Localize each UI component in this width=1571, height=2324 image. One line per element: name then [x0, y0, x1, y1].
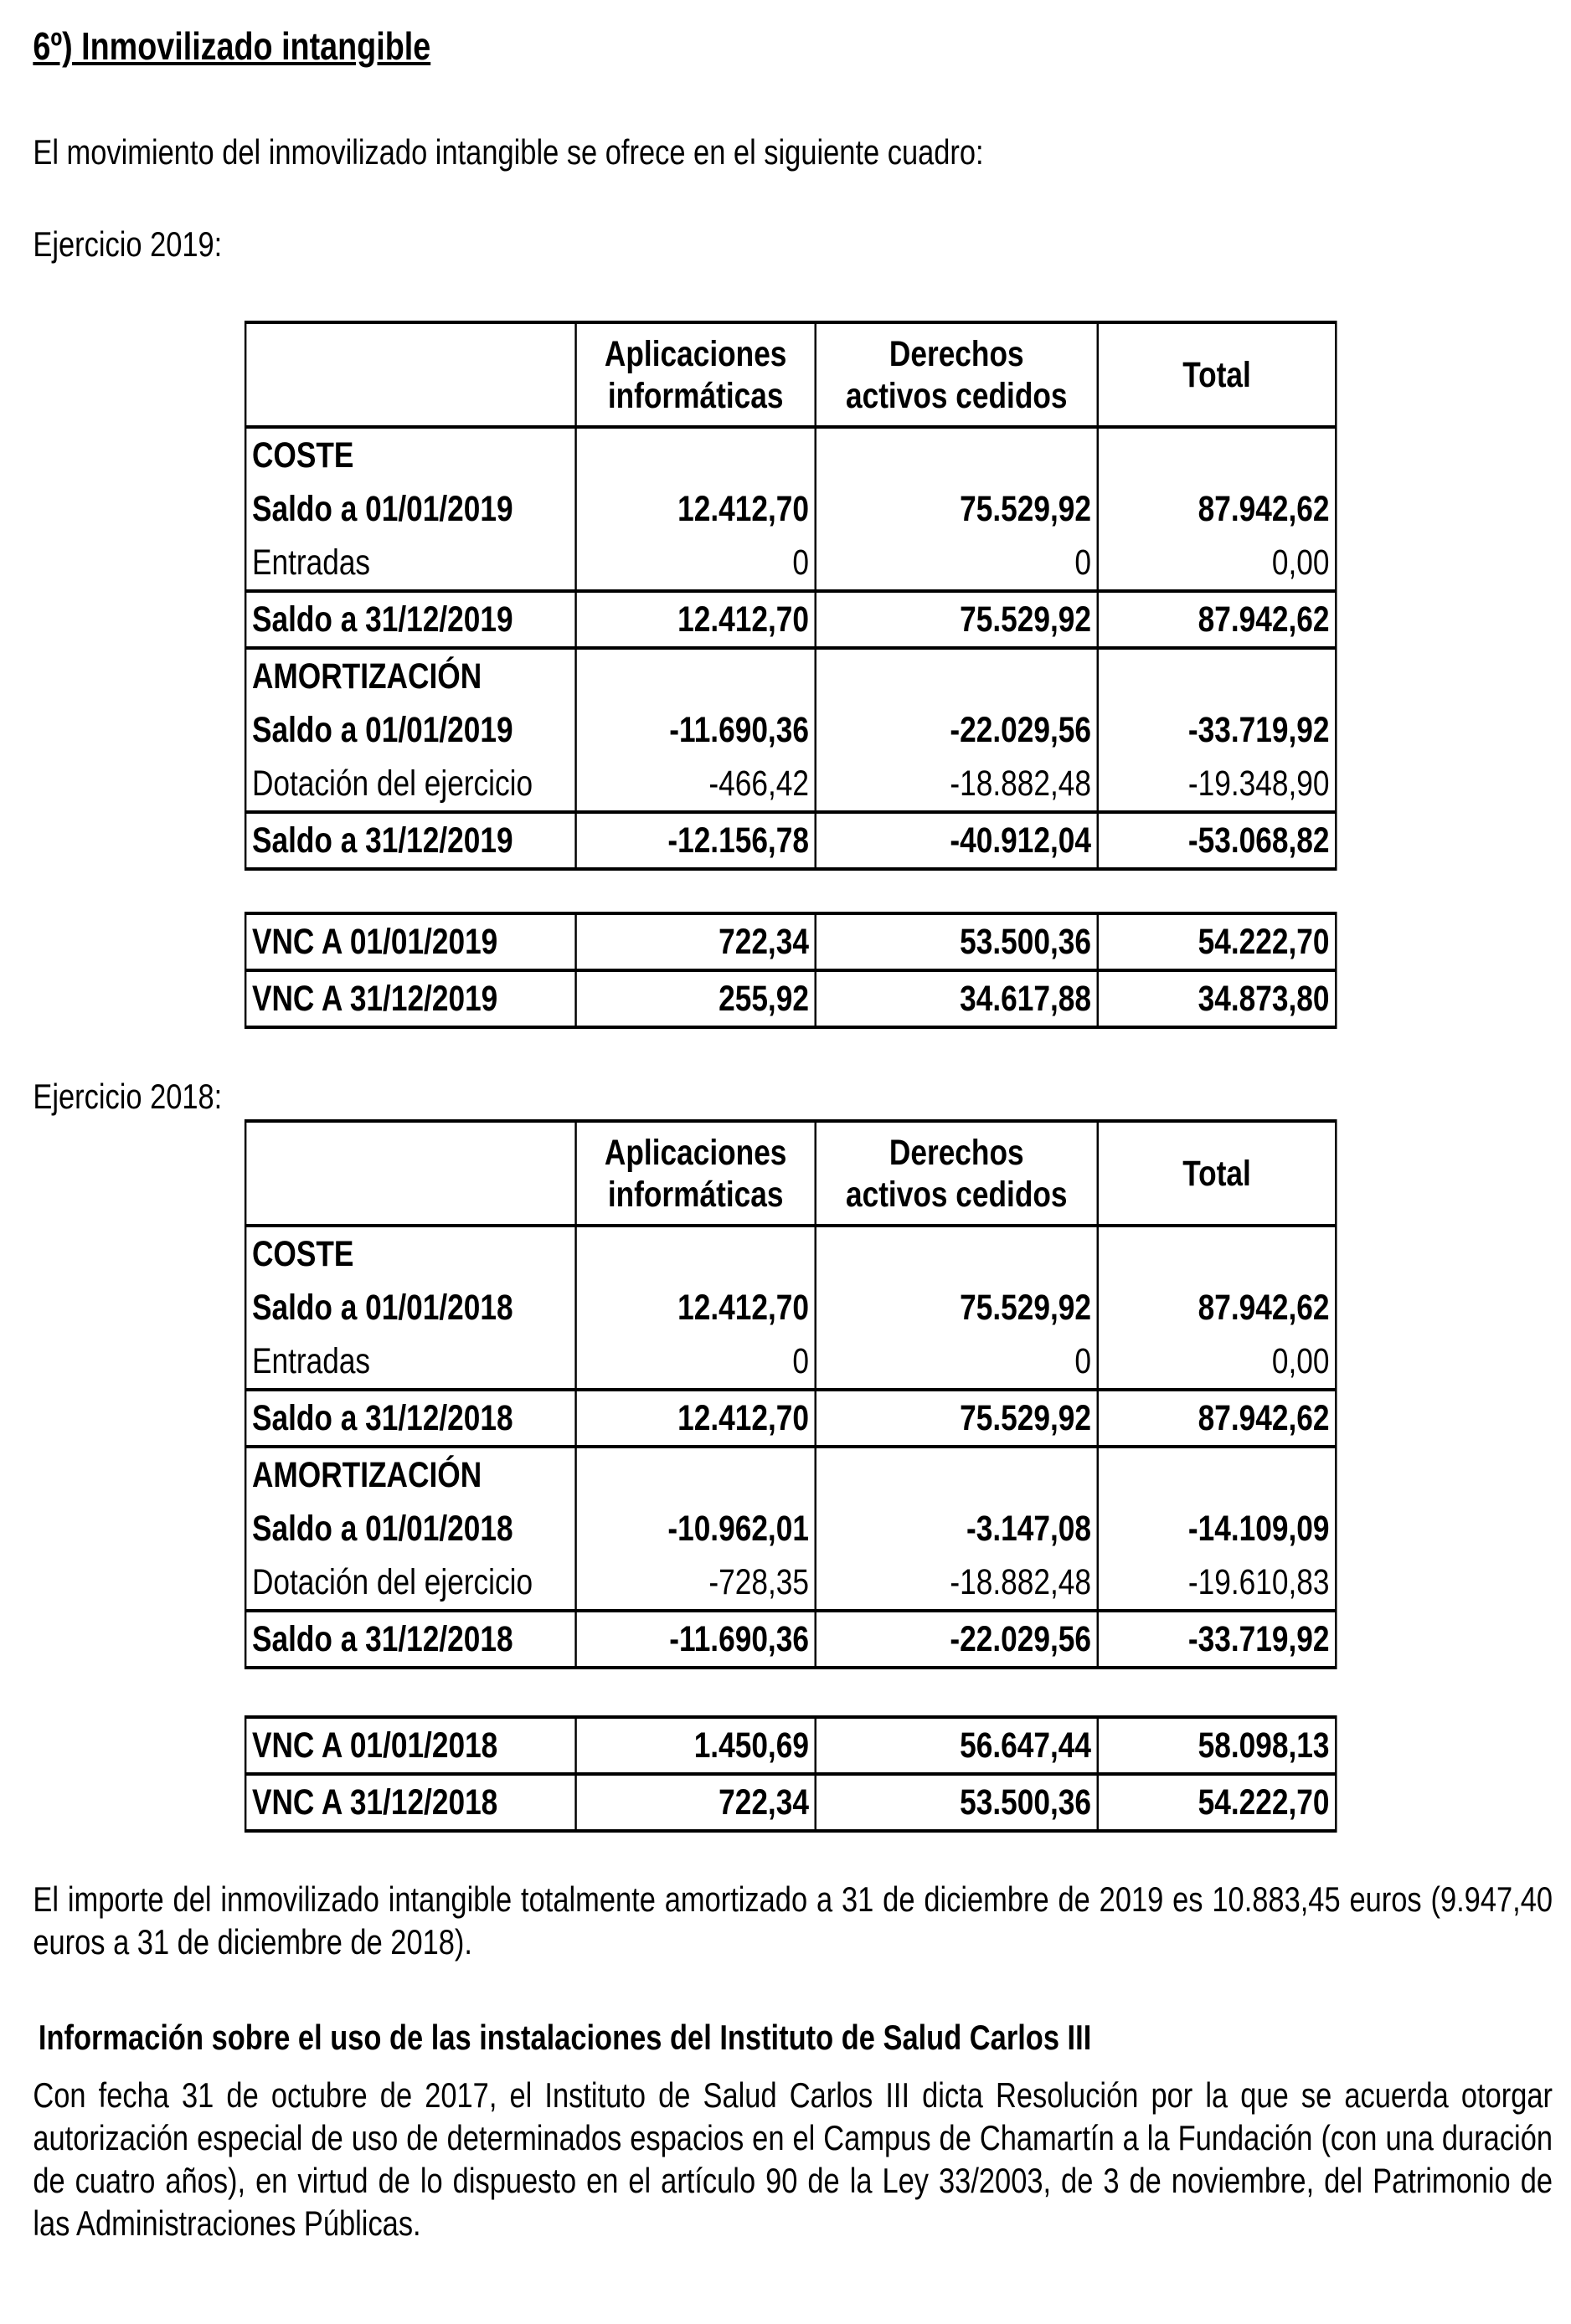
table-row: [245, 1502, 1336, 1555]
row-value: 255,92: [576, 970, 816, 1027]
column-header: Total: [1098, 322, 1337, 427]
row-value: 34.617,88: [816, 970, 1098, 1027]
table-row: [245, 1334, 1336, 1390]
table-row: [245, 1226, 1336, 1281]
row-value: -14.109,09: [1098, 1502, 1337, 1555]
row-label: Saldo a 31/12/2018: [245, 1390, 575, 1447]
row-value: 87.942,62: [1098, 1281, 1337, 1334]
row-value: -40.912,04: [816, 812, 1098, 869]
row-value: 0,00: [1098, 1334, 1337, 1390]
table-row: [245, 1281, 1336, 1334]
amortized-note: El importe del inmovilizado intangible totalmente amortizado a 31 de diciembre de 2019 es 10.883,45 euros (9.947,40 euros a 31 de diciembre de 2018).: [33, 1879, 1553, 1962]
year-label-2019: Ejercicio 2019:: [33, 224, 223, 264]
table-row: [245, 591, 1336, 648]
row-value: [1098, 427, 1337, 482]
table-row: [245, 1774, 1336, 1831]
column-header: Aplicaciones informáticas: [576, 1121, 816, 1226]
table-row: [245, 1611, 1336, 1668]
row-value: 56.647,44: [816, 1717, 1098, 1774]
row-value: 75.529,92: [816, 591, 1098, 648]
table-row: [245, 427, 1336, 482]
row-label: Saldo a 01/01/2019: [245, 482, 575, 536]
row-value: 12.412,70: [576, 591, 816, 648]
row-value: 75.529,92: [816, 482, 1098, 536]
row-value: [576, 648, 816, 703]
row-value: -11.690,36: [576, 1611, 816, 1668]
column-header: [245, 322, 575, 427]
row-value: -53.068,82: [1098, 812, 1337, 869]
row-value: 12.412,70: [576, 482, 816, 536]
row-label: Saldo a 31/12/2018: [245, 1611, 575, 1668]
header-row: [245, 1121, 1336, 1226]
row-value: 87.942,62: [1098, 482, 1337, 536]
table-row: [245, 970, 1336, 1027]
row-value: [816, 1447, 1098, 1502]
row-value: -19.610,83: [1098, 1555, 1337, 1611]
row-value: [1098, 1226, 1337, 1281]
row-value: 54.222,70: [1098, 1774, 1337, 1831]
year-label-2018: Ejercicio 2018:: [33, 1077, 223, 1116]
movement-table-0: [245, 321, 1337, 871]
row-value: 12.412,70: [576, 1281, 816, 1334]
row-label: COSTE: [245, 1226, 575, 1281]
header-row: [245, 322, 1336, 427]
row-value: -19.348,90: [1098, 757, 1337, 812]
row-label: Saldo a 01/01/2018: [245, 1281, 575, 1334]
row-value: 0: [816, 536, 1098, 591]
row-value: [816, 648, 1098, 703]
row-value: [576, 1447, 816, 1502]
table-row: [245, 1447, 1336, 1502]
row-value: 53.500,36: [816, 913, 1098, 970]
column-header: Derechos activos cedidos: [816, 1121, 1098, 1226]
row-value: 722,34: [576, 913, 816, 970]
row-value: 12.412,70: [576, 1390, 816, 1447]
row-label: Saldo a 01/01/2019: [245, 703, 575, 757]
table-row: [245, 1717, 1336, 1774]
row-label: Dotación del ejercicio: [245, 757, 575, 812]
row-value: 87.942,62: [1098, 591, 1337, 648]
row-value: 0: [576, 536, 816, 591]
table-row: [245, 1390, 1336, 1447]
row-value: 0: [816, 1334, 1098, 1390]
row-label: VNC A 31/12/2018: [245, 1774, 575, 1831]
row-value: 87.942,62: [1098, 1390, 1337, 1447]
row-value: 75.529,92: [816, 1281, 1098, 1334]
row-value: -33.719,92: [1098, 1611, 1337, 1668]
movement-table-1: [245, 1119, 1337, 1669]
row-label: Entradas: [245, 536, 575, 591]
row-value: [576, 1226, 816, 1281]
row-value: 0,00: [1098, 536, 1337, 591]
row-value: 34.873,80: [1098, 970, 1337, 1027]
row-value: -18.882,48: [816, 1555, 1098, 1611]
row-value: -22.029,56: [816, 703, 1098, 757]
table-row: [245, 536, 1336, 591]
row-value: [816, 1226, 1098, 1281]
table-row: [245, 482, 1336, 536]
column-header: [245, 1121, 575, 1226]
row-label: Dotación del ejercicio: [245, 1555, 575, 1611]
row-value: -22.029,56: [816, 1611, 1098, 1668]
vnc-table-1: [245, 1715, 1337, 1833]
row-value: 0: [576, 1334, 816, 1390]
row-label: AMORTIZACIÓN: [245, 1447, 575, 1502]
row-label: VNC A 01/01/2019: [245, 913, 575, 970]
column-header: Total: [1098, 1121, 1337, 1226]
vnc-table-0: [245, 912, 1337, 1029]
row-value: -12.156,78: [576, 812, 816, 869]
row-label: Entradas: [245, 1334, 575, 1390]
row-value: -466,42: [576, 757, 816, 812]
table-row: [245, 1555, 1336, 1611]
table-row: [245, 703, 1336, 757]
section-title: 6º) Inmovilizado intangible: [33, 24, 431, 68]
row-value: -33.719,92: [1098, 703, 1337, 757]
row-value: [1098, 1447, 1337, 1502]
table-row: [245, 812, 1336, 869]
row-label: COSTE: [245, 427, 575, 482]
row-label: VNC A 01/01/2018: [245, 1717, 575, 1774]
row-value: [816, 427, 1098, 482]
row-value: -10.962,01: [576, 1502, 816, 1555]
row-value: 1.450,69: [576, 1717, 816, 1774]
row-value: -3.147,08: [816, 1502, 1098, 1555]
row-value: -11.690,36: [576, 703, 816, 757]
row-value: 75.529,92: [816, 1390, 1098, 1447]
column-header: Derechos activos cedidos: [816, 322, 1098, 427]
column-header: Aplicaciones informáticas: [576, 322, 816, 427]
row-value: 53.500,36: [816, 1774, 1098, 1831]
section-text: Con fecha 31 de octubre de 2017, el Instituto de Salud Carlos III dicta Resolución por la que se acuerda otorgar autorización especial de uso de determinados espacios en el Campus de Chamartín a la Fundación (con una duración de cuatro años), en virtud de lo dispuesto en el artículo 90 de la Ley 33/2003, de 3 de noviembre, del Patrimonio de las Administraciones Públicas.: [33, 2075, 1553, 2243]
row-label: Saldo a 31/12/2019: [245, 591, 575, 648]
section-heading: Información sobre el uso de las instalaciones del Instituto de Salud Carlos III: [38, 2018, 1092, 2057]
row-label: Saldo a 31/12/2019: [245, 812, 575, 869]
table-row: [245, 648, 1336, 703]
row-value: 722,34: [576, 1774, 816, 1831]
row-label: VNC A 31/12/2019: [245, 970, 575, 1027]
row-label: Saldo a 01/01/2018: [245, 1502, 575, 1555]
row-label: AMORTIZACIÓN: [245, 648, 575, 703]
row-value: -728,35: [576, 1555, 816, 1611]
row-value: [1098, 648, 1337, 703]
row-value: 54.222,70: [1098, 913, 1337, 970]
row-value: [576, 427, 816, 482]
row-value: -18.882,48: [816, 757, 1098, 812]
row-value: 58.098,13: [1098, 1717, 1337, 1774]
intro-text: El movimiento del inmovilizado intangible se ofrece en el siguiente cuadro:: [33, 132, 984, 172]
table-row: [245, 757, 1336, 812]
table-row: [245, 913, 1336, 970]
